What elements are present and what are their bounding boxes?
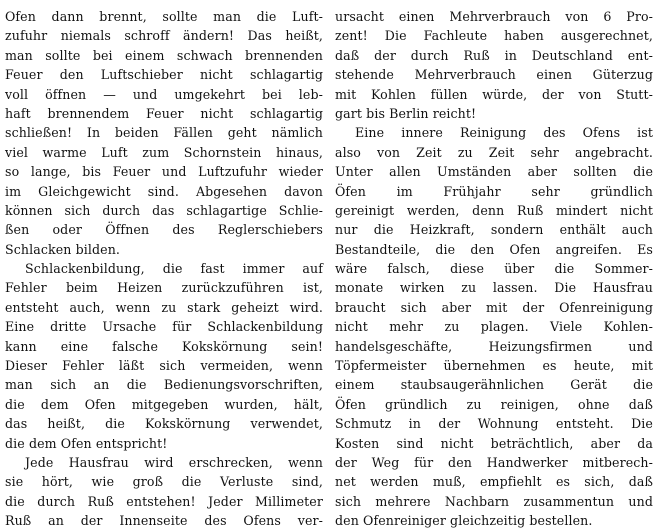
text-line: kann eine falsche Kokskörnung sein! (5, 338, 323, 354)
text-line: man sich an die Bedienungsvorschriften, (5, 377, 323, 393)
text-line: viel warme Luft zum Schornstein hinaus, (5, 144, 323, 160)
text-line: die durch Ruß entstehen! Jeder Millimeter (5, 493, 323, 509)
text-line: die dem Ofen mitgegeben wurden, hält, (5, 396, 323, 412)
text-line: Unter allen Umständen aber sollten die (335, 164, 653, 180)
text-line: der Weg für den Handwerker mitberech- (335, 454, 653, 470)
text-line: nur die Heizkraft, sondern enthält auch (335, 222, 653, 238)
text-line: stehende Mehrverbrauch einen Güterzug (335, 67, 653, 83)
text-line: Ruß an der Innenseite des Ofens ver- (5, 513, 323, 529)
text-line: handelsgeschäfte, Heizungsfirmen und (335, 338, 653, 354)
text-line: mit Kohlen füllen würde, der von Stutt- (335, 86, 653, 102)
text-line: also von Zeit zu Zeit sehr angebracht. (335, 144, 653, 160)
text-line: Schlacken bilden. (5, 241, 121, 257)
text-line: Öfen gründlich zu reinigen, ohne daß (335, 396, 653, 412)
text-line: Schlackenbildung, die fast immer auf (25, 261, 323, 277)
text-line: Dieser Fehler läßt sich vermeiden, wenn (5, 358, 323, 374)
text-line: zent! Die Fachleute haben ausgerechnet, (335, 28, 653, 44)
text-line: wäre falsch, diese über die Sommer- (335, 261, 653, 277)
text-line: haft brennendem Feuer nicht schlagartig (5, 105, 323, 121)
text-line: zufuhr niemals schroff ändern! Das heißt, (5, 28, 323, 44)
text-line: Fehler beim Heizen zurückzuführen ist, (5, 280, 323, 296)
text-line: ßen oder Öffnen des Reglerschiebers (5, 222, 323, 238)
text-line: sich mehrere Nachbarn zusammentun und (335, 493, 653, 509)
text-line: Eine dritte Ursache für Schlackenbildung (5, 319, 323, 335)
text-line: schließen! In beiden Fällen geht nämlich (5, 125, 323, 141)
text-line: Öfen im Frühjahr sehr gründlich (335, 183, 653, 199)
text-line: das heißt, die Kokskörnung verwendet, (5, 416, 323, 432)
text-line: die dem Ofen entspricht! (5, 435, 168, 451)
text-line: Jede Hausfrau wird erschrecken, wenn (25, 454, 323, 470)
text-line: so lange, bis Feuer und Luftzufuhr wieder (5, 164, 323, 180)
text-line: gereinigt werden, denn Ruß mindert nicht (335, 202, 653, 218)
text-line: im Gleichgewicht sind. Abgesehen davon (5, 183, 323, 199)
text-line: Schmutz in der Wohnung entsteht. Die (335, 416, 653, 432)
right-column (335, 7, 653, 531)
text-line: Bestandteile, die den Ofen angreifen. Es (335, 241, 653, 257)
left-column (5, 7, 323, 531)
text-line: können sich durch das schlagartige Schlie- (5, 202, 323, 218)
text-line: entsteht auch, wenn zu stark geheizt wird. (5, 299, 323, 315)
text-line: braucht sich aber mit der Ofenreinigung (335, 299, 653, 315)
text-line: ursacht einen Mehrverbrauch von 6 Pro- (335, 9, 653, 24)
text-line: gart bis Berlin reicht! (335, 105, 477, 121)
text-line: man sollte bei einem schwach brennenden (5, 47, 323, 63)
text-line: Eine innere Reinigung des Ofens ist (355, 125, 653, 141)
text-line: einem staubsaugerähnlichen Gerät die (335, 377, 653, 393)
text-line: net werden muß, empfiehlt es sich, daß (335, 474, 653, 490)
text-line: nicht mehr zu plagen. Viele Kohlen- (335, 319, 653, 335)
text-line: monate wirken zu lassen. Die Hausfrau (335, 280, 653, 296)
text-line: Kosten sind nicht beträchtlich, aber da (335, 435, 653, 451)
text-line: daß der durch Ruß in Deutschland ent- (335, 47, 653, 63)
text-line: Töpfermeister übernehmen es heute, mit (335, 358, 653, 374)
text-line: Feuer den Luftschieber nicht schlagartig (5, 67, 323, 83)
text-line: sie hört, wie groß die Verluste sind, (5, 474, 323, 490)
text-line: den Ofenreiniger gleichzeitig bestellen. (335, 513, 593, 529)
text-line: voll öffnen — und umgekehrt bei leb- (5, 86, 323, 102)
text-line: Ofen dann brennt, sollte man die Luft- (5, 9, 323, 24)
